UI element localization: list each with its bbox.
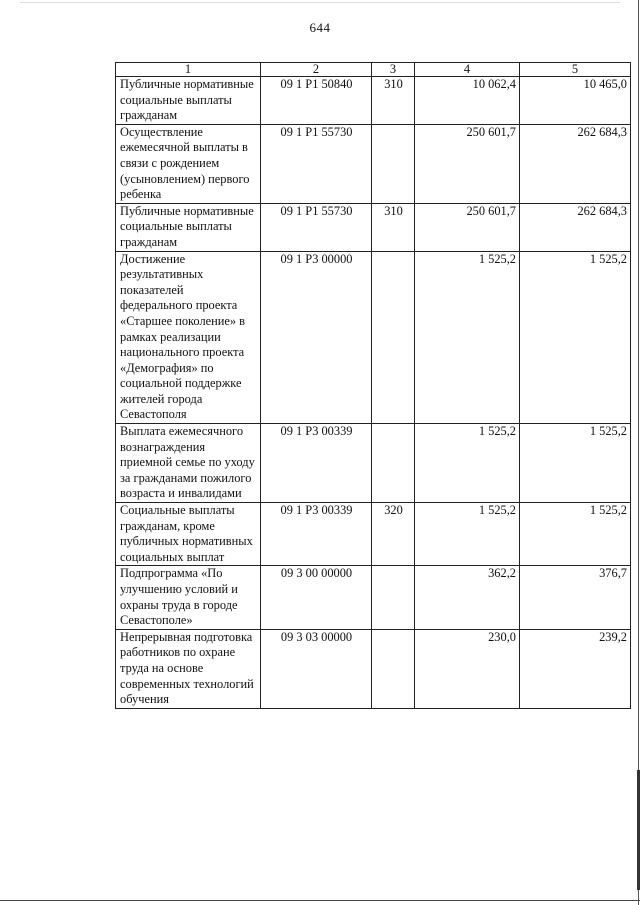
row-name: Выплата ежемесячного вознаграждения приемной семье по уходу за гражданами пожилого возраста и инвалидами [116, 424, 261, 503]
row-amount-col5: 1 525,2 [520, 424, 631, 503]
row-amount-col5: 262 684,3 [520, 124, 631, 203]
row-amount-col5: 239,2 [520, 629, 631, 708]
header-col-2: 2 [261, 63, 372, 77]
table-row [116, 251, 631, 424]
row-target-code: 09 3 03 00000 [261, 629, 372, 708]
header-row [116, 63, 631, 77]
row-expense-type [372, 629, 415, 708]
row-amount-col5: 1 525,2 [520, 251, 631, 424]
row-target-code: 09 1 P1 55730 [261, 203, 372, 251]
row-amount-col4: 230,0 [415, 629, 520, 708]
row-amount-col5: 10 465,0 [520, 77, 631, 125]
row-amount-col4: 362,2 [415, 566, 520, 629]
row-amount-col4: 250 601,7 [415, 203, 520, 251]
row-amount-col4: 1 525,2 [415, 503, 520, 566]
row-amount-col5: 262 684,3 [520, 203, 631, 251]
row-target-code: 09 1 P3 00000 [261, 251, 372, 424]
row-amount-col4: 250 601,7 [415, 124, 520, 203]
row-expense-type: 310 [372, 203, 415, 251]
row-amount-col4: 1 525,2 [415, 251, 520, 424]
row-name: Непрерывная подготовка работников по охране труда на основе современных технологий обучения [116, 629, 261, 708]
header-col-4: 4 [415, 63, 520, 77]
table-row [116, 77, 631, 125]
row-expense-type [372, 566, 415, 629]
row-name: Публичные нормативные социальные выплаты гражданам [116, 203, 261, 251]
header-col-1: 1 [116, 63, 261, 77]
table-row [116, 503, 631, 566]
table-row [116, 424, 631, 503]
row-name: Социальные выплаты гражданам, кроме публичных нормативных социальных выплат [116, 503, 261, 566]
header-col-5: 5 [520, 63, 631, 77]
row-expense-type [372, 124, 415, 203]
table-row [116, 629, 631, 708]
page-number: 644 [309, 20, 331, 35]
row-name: Подпрограмма «По улучшению условий и охраны труда в городе Севастополе» [116, 566, 261, 629]
row-target-code: 09 1 P1 50840 [261, 77, 372, 125]
row-amount-col4: 10 062,4 [415, 77, 520, 125]
row-name: Публичные нормативные социальные выплаты гражданам [116, 77, 261, 125]
row-expense-type: 310 [372, 77, 415, 125]
row-expense-type [372, 251, 415, 424]
row-target-code: 09 1 P1 55730 [261, 124, 372, 203]
row-amount-col4: 1 525,2 [415, 424, 520, 503]
budget-table [115, 62, 631, 709]
row-target-code: 09 1 P3 00339 [261, 503, 372, 566]
row-amount-col5: 1 525,2 [520, 503, 631, 566]
table-row [116, 566, 631, 629]
scan-bottom-edge [0, 900, 640, 901]
row-expense-type: 320 [372, 503, 415, 566]
row-name: Осуществление ежемесячной выплаты в связи с рождением (усыновлением) первого ребенка [116, 124, 261, 203]
row-amount-col5: 376,7 [520, 566, 631, 629]
table-row [116, 124, 631, 203]
header-col-3: 3 [372, 63, 415, 77]
row-target-code: 09 3 00 00000 [261, 566, 372, 629]
row-target-code: 09 1 P3 00339 [261, 424, 372, 503]
row-name: Достижение результативных показателей федерального проекта «Старшее поколение» в рамках реализации национального проекта «Демография» по социальной поддержке жителей города Севастополя [116, 251, 261, 424]
row-expense-type [372, 424, 415, 503]
table-row [116, 203, 631, 251]
scan-top-edge [20, 2, 620, 3]
